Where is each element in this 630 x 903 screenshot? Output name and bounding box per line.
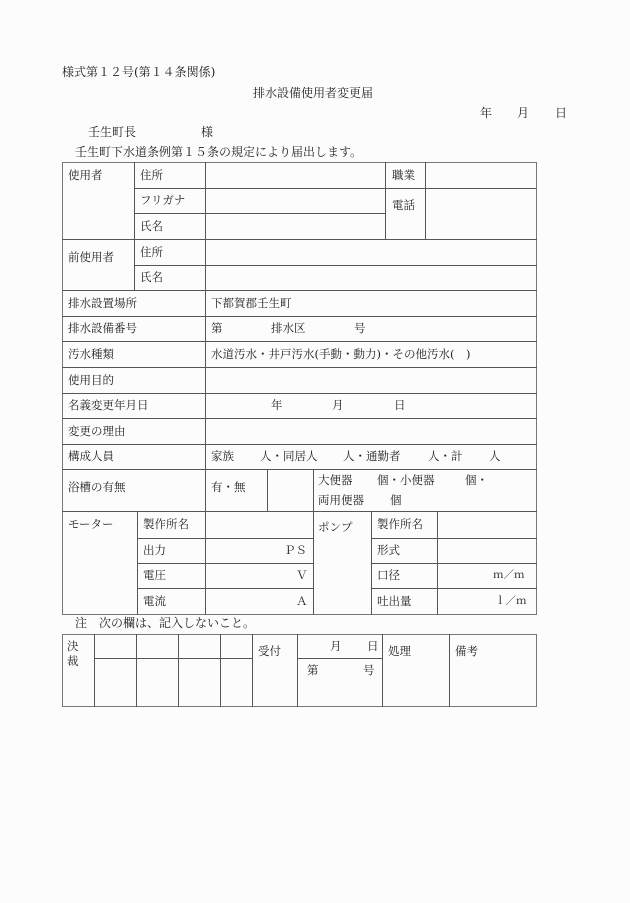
- facility-number-label: 排水設備番号: [68, 321, 137, 335]
- motor-current-label: 電流: [143, 594, 166, 608]
- previous-address-label: 住所: [140, 245, 163, 259]
- user-address-label: 住所: [140, 168, 163, 182]
- reception-month: 月: [330, 639, 342, 653]
- form-number: 様式第１２号(第１４条関係): [62, 65, 216, 79]
- facility-number-suffix: 号: [354, 321, 366, 335]
- reception-day: 日: [367, 639, 379, 653]
- pump-label: ポンプ: [318, 520, 353, 534]
- pump-discharge-unit: ｌ／ｍ: [495, 595, 527, 607]
- date-year-label: 年: [480, 106, 493, 120]
- pump-model-label: 形式: [377, 543, 400, 557]
- members-family: 家族: [211, 449, 234, 463]
- change-date-day: 日: [394, 398, 406, 412]
- reason-label: 変更の理由: [68, 424, 126, 438]
- motor-maker-label: 製作所名: [143, 517, 189, 531]
- toilet-small-unit: 個・: [465, 473, 488, 487]
- members-total-unit: 人: [489, 449, 501, 463]
- office-use-note: 注 次の欄は、記入しないこと。: [75, 616, 256, 630]
- page-title: 排水設備使用者変更届: [253, 86, 374, 100]
- honorific: 様: [201, 125, 214, 139]
- facility-district-label: 排水区: [271, 321, 306, 335]
- user-label: 使用者: [68, 168, 103, 182]
- reception-number-prefix: 第: [307, 663, 319, 677]
- date-month-label: 月: [517, 106, 530, 120]
- toilet-small-label: 個・小便器: [377, 473, 435, 487]
- statement: 壬生町下水道条例第１５条の規定により届出します。: [75, 145, 363, 159]
- user-name-label: 氏名: [140, 219, 163, 233]
- change-date-label: 名義変更年月日: [68, 398, 149, 412]
- members-total: 人・計: [428, 449, 463, 463]
- sewage-type-label: 汚水種類: [68, 347, 114, 361]
- purpose-label: 使用目的: [68, 373, 114, 387]
- previous-user-label: 前使用者: [68, 250, 114, 264]
- toilet-dual-label: 両用便器: [318, 493, 364, 507]
- members-label: 構成人員: [68, 449, 114, 463]
- previous-name-label: 氏名: [140, 270, 163, 284]
- pump-diameter-label: 口径: [377, 568, 400, 582]
- user-furigana-label: フリガナ: [140, 193, 186, 207]
- phone-label: 電話: [392, 198, 415, 212]
- facility-number-prefix: 第: [211, 321, 223, 335]
- location-label: 排水設置場所: [68, 296, 137, 310]
- remarks-label: 備考: [455, 644, 478, 658]
- reception-label: 受付: [258, 644, 281, 658]
- reception-number-suffix: 号: [363, 663, 375, 677]
- members-cohabitant: 人・同居人: [260, 449, 318, 463]
- motor-current-unit: Ａ: [296, 594, 308, 608]
- toilet-dual-unit: 個: [390, 493, 402, 507]
- pump-maker-label: 製作所名: [377, 517, 423, 531]
- processing-label: 処理: [388, 644, 411, 658]
- change-date-month: 月: [332, 398, 344, 412]
- location-field[interactable]: 下都賀郡壬生町: [211, 296, 292, 310]
- bathtub-label: 浴槽の有無: [68, 480, 126, 494]
- bathtub-options[interactable]: 有・無: [211, 480, 246, 494]
- motor-voltage-unit: Ｖ: [296, 568, 308, 582]
- approval-label-1: 決: [67, 639, 79, 653]
- motor-output-unit: ＰＳ: [284, 543, 307, 557]
- sewage-type-options[interactable]: 水道汚水・井戸汚水(手動・動力)・その他汚水( ): [211, 347, 471, 361]
- occupation-label: 職業: [392, 168, 415, 182]
- pump-discharge-label: 吐出量: [377, 594, 412, 608]
- motor-label: モーター: [68, 517, 114, 531]
- motor-output-label: 出力: [143, 543, 166, 557]
- change-date-year: 年: [271, 398, 283, 412]
- pump-diameter-unit: ｍ／ｍ: [493, 569, 525, 581]
- toilet-large-label: 大便器: [318, 473, 353, 487]
- members-commuter: 人・通勤者: [343, 449, 401, 463]
- addressee: 壬生町長: [88, 125, 137, 139]
- approval-label-2: 裁: [67, 654, 79, 668]
- date-day-label: 日: [555, 106, 568, 120]
- motor-voltage-label: 電圧: [143, 568, 166, 582]
